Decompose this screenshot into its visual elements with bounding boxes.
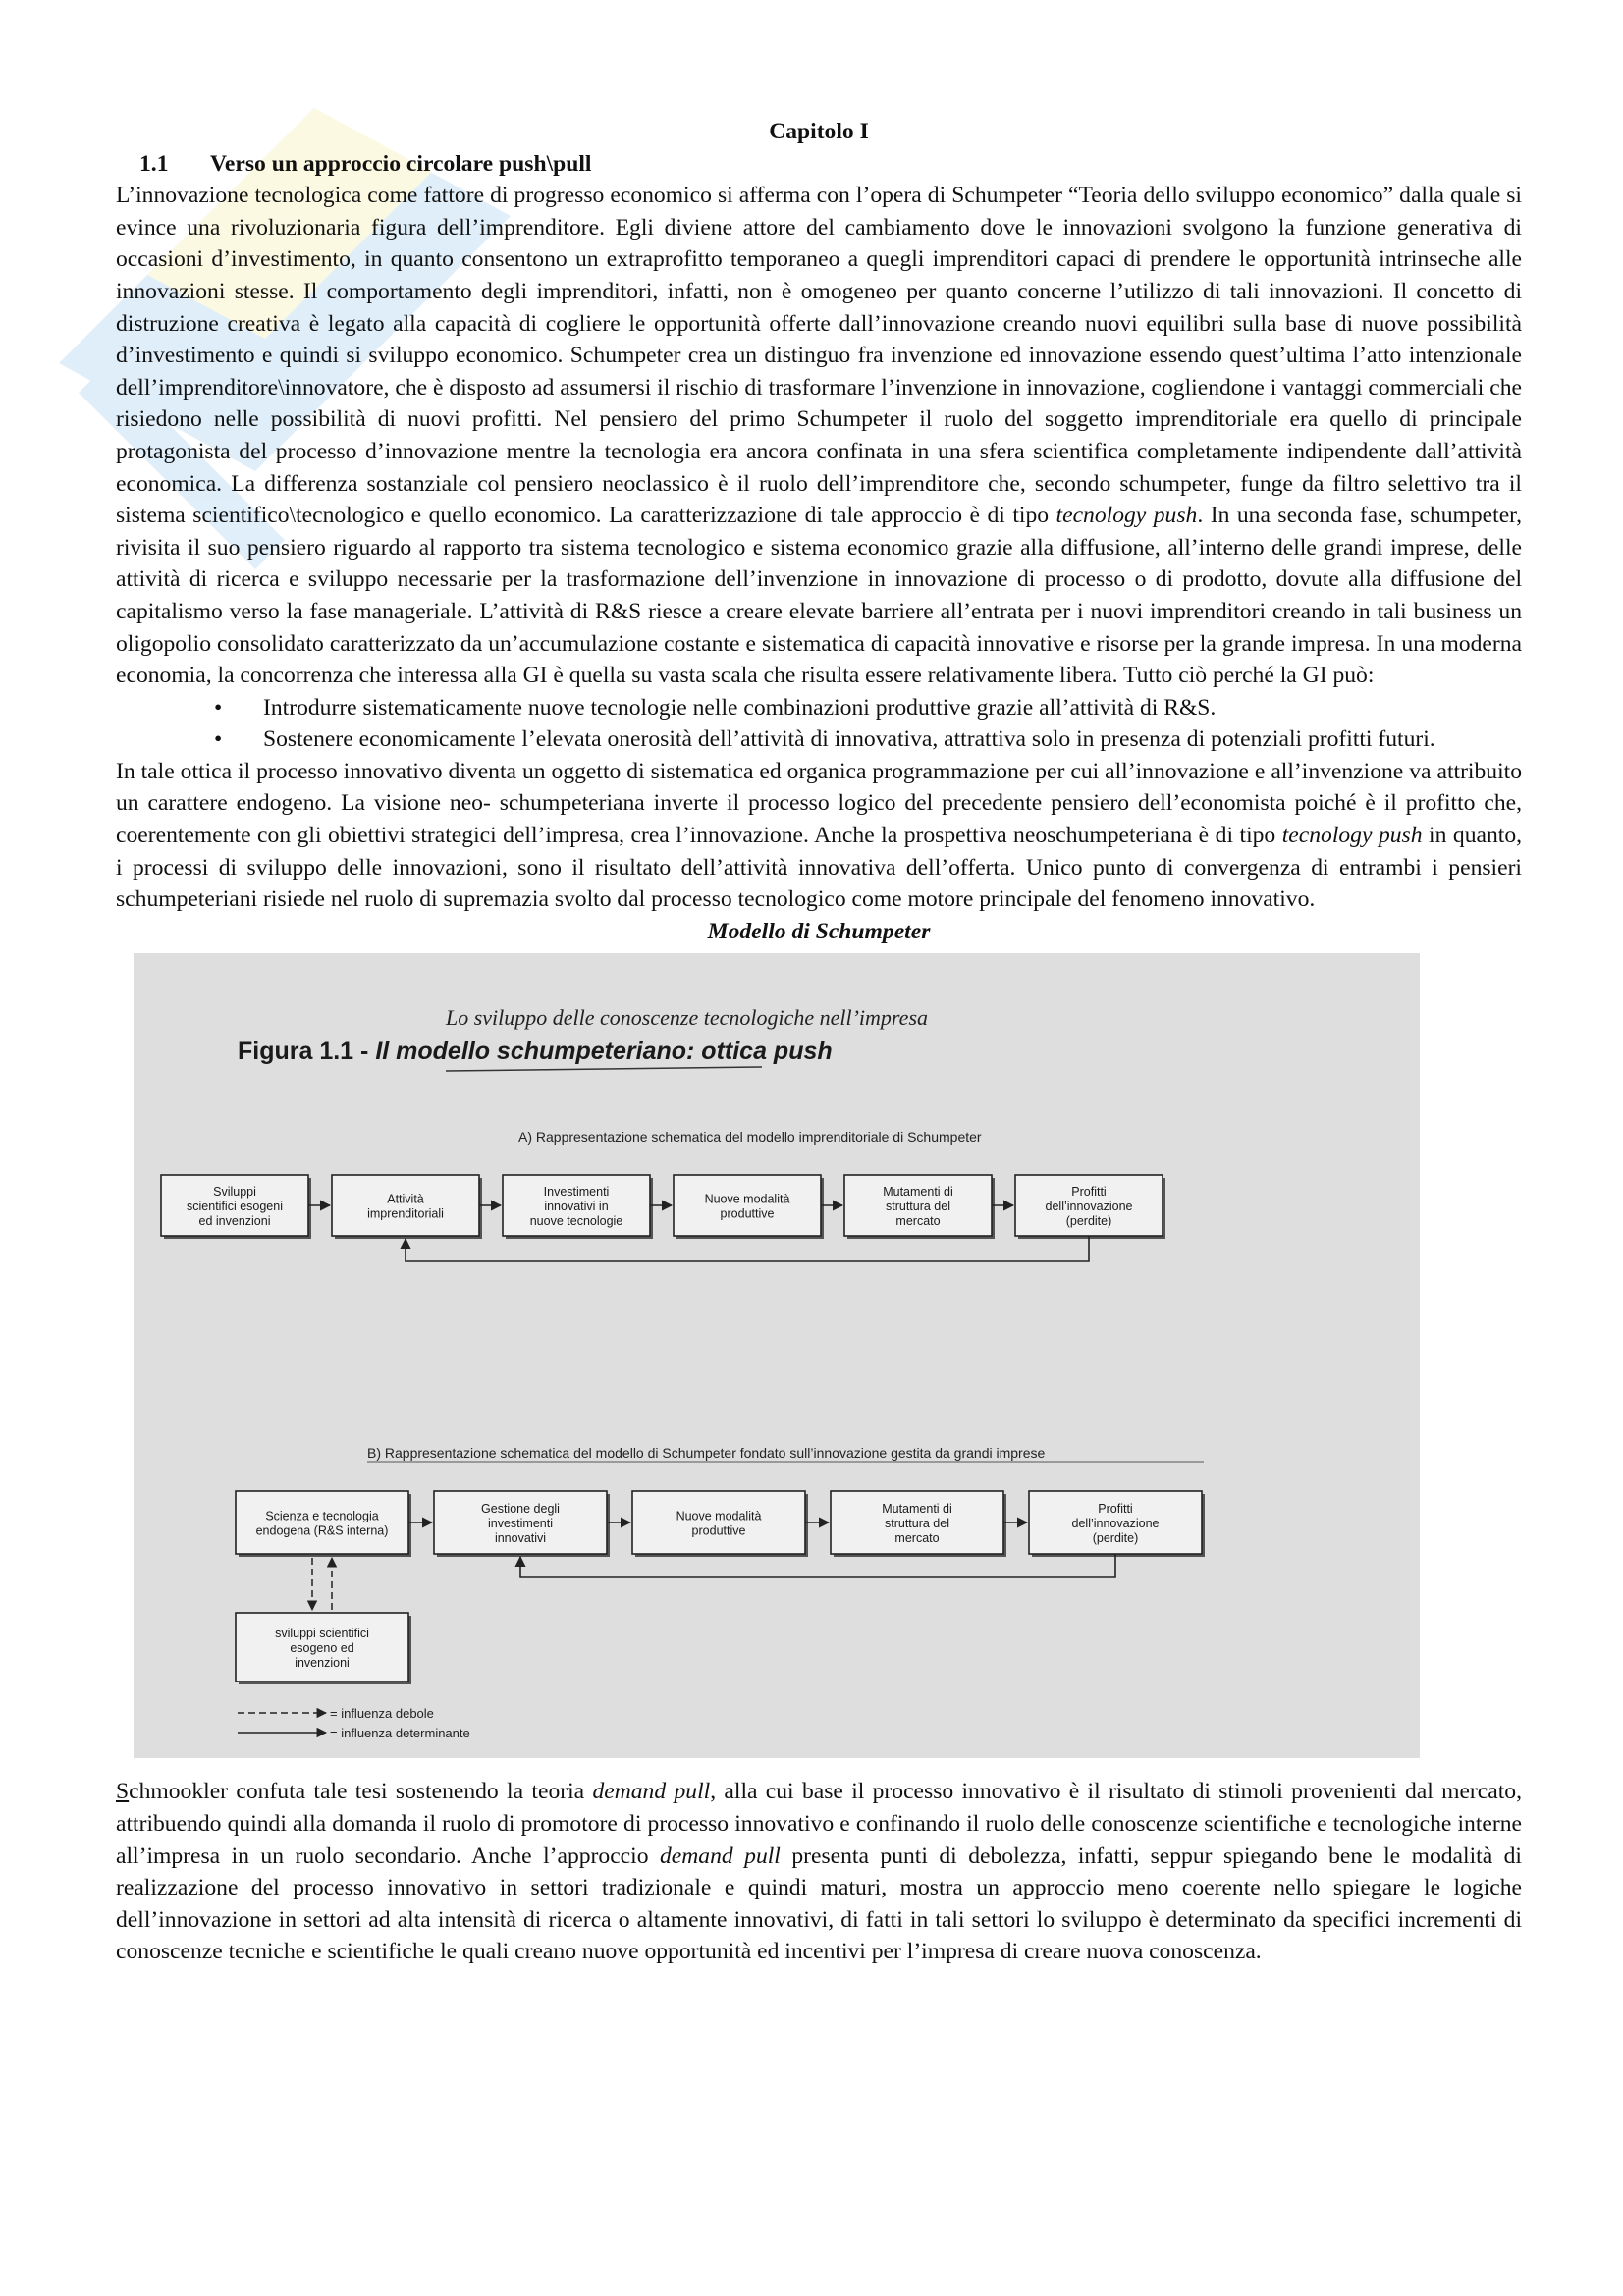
paragraph-schmookler-text-b: , alla cui base il processo innovativo è il risultato di stimoli provenienti dal mercato, attribuendo quindi alla domanda il ruolo di promotore di processo innovativo e confinando il ruolo delle conoscenze scientifiche e tecnologiche interne all’impresa in un ruolo secondario. Anche l’approccio bbox=[116, 1779, 1522, 1869]
section-a-box-text: Attività bbox=[387, 1192, 424, 1206]
section-b-box bbox=[1029, 1491, 1205, 1557]
paragraph-intro-text-b: . In una seconda fase, schumpeter, rivisita il suo pensiero riguardo al rapporto tra sistema tecnologico e sistema economico grazie alla diffusione, all’interno delle grandi imprese, delle attività di ricerca e sviluppo necessarie per la trasformazione dell’invenzione in innovazione di processo o di prodotto, dovute alla diffusione del capitalismo verso la fase manageriale. L’attività di R&S riesce a creare elevate barriere all’entrata per i nuovi imprenditori creando in tali business un oligopolio consolidato caratterizzato da un’accumulazione costante e sistematica di capacità innovative e risorse per la grande impresa. In una moderna economia, la concorrenza che interessa alla GI è quella su vasta scala che risulta essere relativamente libera. Tutto ciò perché la GI può: bbox=[116, 503, 1522, 689]
section-b-box bbox=[632, 1491, 808, 1557]
section-title: Verso un approccio circolare push\pull bbox=[210, 150, 592, 177]
section-a-box-text: Sviluppi bbox=[213, 1185, 256, 1200]
paragraph-schmookler-initial: S bbox=[116, 1779, 130, 1805]
section-b-box-text: mercato bbox=[894, 1531, 940, 1546]
figure-label-underline bbox=[446, 1067, 762, 1071]
section-b-box-text: produttive bbox=[691, 1523, 746, 1538]
section-b-box-text: innovativi bbox=[494, 1531, 547, 1546]
section-a-box bbox=[332, 1175, 482, 1239]
section-b-box-text: Mutamenti di bbox=[882, 1502, 952, 1517]
section-a-box bbox=[844, 1175, 995, 1239]
section-a-box-text: innovativi in bbox=[544, 1200, 609, 1214]
bullet-dot-icon: • bbox=[214, 694, 223, 721]
paragraph-endogenous-emphasis: tecnology push bbox=[1281, 823, 1423, 849]
section-a-box-text: Investimenti bbox=[543, 1185, 610, 1200]
section-b-box bbox=[236, 1491, 411, 1557]
section-b-box-text: Gestione degli bbox=[481, 1502, 560, 1517]
bullet-list bbox=[116, 692, 1522, 756]
section-b-box-text: struttura del bbox=[884, 1517, 950, 1531]
section-a-box-text: produttive bbox=[720, 1206, 775, 1221]
section-a-box bbox=[674, 1175, 824, 1239]
section-b-title: B) Rappresentazione schematica del modello di Schumpeter fondato sull’innovazione gestita da grandi imprese bbox=[367, 1445, 1046, 1462]
section-a-box-text: imprenditoriali bbox=[367, 1206, 444, 1221]
section-b-box bbox=[434, 1491, 610, 1557]
bullet-dot-icon: • bbox=[214, 726, 223, 753]
section-heading bbox=[116, 148, 1522, 181]
section-b-lower-box-text: invenzioni bbox=[295, 1656, 350, 1671]
paragraph-intro bbox=[116, 180, 1522, 692]
figure-handwritten-title: Lo sviluppo delle conoscenze tecnologiche nell’impresa bbox=[446, 1005, 929, 1031]
figure-legend bbox=[238, 1706, 470, 1740]
section-b-flow bbox=[236, 1491, 1205, 1684]
section-b-feedback-arrow bbox=[520, 1554, 1115, 1577]
figure-label-italic: Il modello schumpeteriano: ottica push bbox=[375, 1038, 833, 1066]
section-a-box-text: (perdite) bbox=[1065, 1214, 1112, 1229]
section-b-box bbox=[831, 1491, 1006, 1557]
section-b-lower-box-text: sviluppi scientifici bbox=[275, 1627, 369, 1641]
section-a-box bbox=[161, 1175, 311, 1239]
section-b-lower-box-text: esogeno ed bbox=[290, 1641, 354, 1656]
paragraph-endogenous-text-a: In tale ottica il processo innovativo diventa un oggetto di sistematica ed organica programmazione per cui all’innovazione e all’invenzione va attribuito un carattere endogeno. La visione neo- schumpeteriana inverte il processo logico del precedente pensiero dell’economista poiché è il profitto che, coerentemente con gli obiettivi strategici dell’impresa, crea l’innovazione. Anche la prospettiva neoschumpeteriana è di tipo bbox=[116, 758, 1522, 849]
bullet-item-text: Introdurre sistematicamente nuove tecnologie nelle combinazioni produttive grazie all’attività di R&S. bbox=[263, 694, 1217, 721]
figure-label bbox=[238, 1038, 833, 1065]
section-b-box-text: investimenti bbox=[488, 1517, 553, 1531]
section-a-box-text: scientifici esogeni bbox=[187, 1200, 283, 1214]
figure-diagram bbox=[134, 953, 1420, 1758]
scanned-figure bbox=[134, 953, 1420, 1758]
section-a-box-text: Profitti bbox=[1071, 1185, 1107, 1200]
legend-solid-label: = influenza determinante bbox=[330, 1726, 470, 1741]
section-a-box-text: dell’innovazione bbox=[1045, 1200, 1133, 1214]
figure-caption: Modello di Schumpeter bbox=[707, 918, 931, 944]
section-a-box-text: nuove tecnologie bbox=[529, 1214, 623, 1229]
section-b-box-text: dell’innovazione bbox=[1071, 1517, 1160, 1531]
paragraph-endogenous bbox=[116, 756, 1522, 916]
paragraph-intro-text-a: L’innovazione tecnologica come fattore di progresso economico si afferma con l’opera di Schumpeter “Teoria dello sviluppo economico” dalla quale si evince una rivoluzionaria figura dell’imprenditore. Egli diviene attore del cambiamento dove le innovazioni svolgono la funzione generativa di occasioni d’investimento, in quanto consentono un extraprofitto temporaneo a quegli imprenditori capaci di prendere le opportunità intrinseche alle innovazioni stesse. Il comportamento degli imprenditori, infatti, non è omogeneo per quanto concerne l’utilizzo di tali innovazioni. Il concetto di distruzione creativa è legato alla capacità di cogliere le opportunità offerte dall’innovazione creando nuovi equilibri sulla base di nuove possibilità d’investimento e quindi si sviluppo economico. Schumpeter crea un distinguo fra invenzione ed innovazione essendo quest’ultima l’atto intenzionale dell’imprenditore\innovatore, che è disposto ad assumersi il rischio di trasformare l’invenzione in innovazione, cogliendone i vantaggi commerciali che risiedono nelle possibilità di nuovi profitti. Nel pensiero del primo Schumpeter il ruolo del soggetto imprenditoriale era quello di principale protagonista del processo d’innovazione mentre la tecnologia era ancora confinata in una sfera scientifica completamente indipendente dall’attività economica. La differenza sostanziale col pensiero neoclassico è il ruolo dell’imprenditore che, secondo schumpeter, funge da filtro selettivo tra il sistema scientifico\tecnologico e quello economico. La caratterizzazione di tale approccio è di tipo bbox=[116, 183, 1522, 529]
section-a-box bbox=[1015, 1175, 1165, 1239]
section-b-box-text: Nuove modalità bbox=[676, 1509, 762, 1523]
paragraph-intro-emphasis: tecnology push bbox=[1055, 503, 1198, 529]
section-a-box-text: Nuove modalità bbox=[704, 1192, 790, 1206]
section-a-box-text: ed invenzioni bbox=[198, 1214, 271, 1229]
section-a-feedback-arrow bbox=[406, 1236, 1089, 1261]
paragraph-schmookler-text-a: chmookler confuta tale tesi sostenendo la teoria bbox=[129, 1779, 593, 1805]
section-a-box bbox=[503, 1175, 653, 1239]
paragraph-schmookler-emphasis-1: demand pull bbox=[592, 1779, 711, 1805]
section-a-box-text: mercato bbox=[895, 1214, 941, 1229]
paragraph-schmookler-emphasis-2: demand pull bbox=[659, 1842, 781, 1869]
section-b-box-text: endogena (R&S interna) bbox=[255, 1523, 389, 1538]
legend-dashed-label: = influenza debole bbox=[330, 1706, 434, 1722]
section-b-box-text: Scienza e tecnologia bbox=[265, 1509, 379, 1523]
document-page bbox=[116, 116, 1522, 1968]
section-a-box-text: struttura del bbox=[885, 1200, 951, 1214]
section-number: 1.1 bbox=[139, 150, 169, 177]
bullet-item-text: Sostenere economicamente l’elevata onerosità dell’attività di innovativa, attrattiva solo in presenza di potenziali profitti futuri. bbox=[263, 726, 1435, 753]
bullet-item bbox=[214, 692, 1522, 724]
paragraph-schmookler-text-c: presenta punti di debolezza, infatti, seppur spiegando bene le modalità di realizzazione del processo innovativo in settori tradizionale e quindi maturi, mostra un approccio meno coerente nello spiegare le logiche dell’innovazione in settori ad alta intensità di ricerca o altamente innovativi, di fatti in tali settori lo sviluppo è determinato da specifici incrementi di conoscenze tecniche e scientifiche le quali creano nuove opportunità ed incentivi per l’impresa di creare nuova conoscenza. bbox=[116, 1842, 1522, 1965]
section-b-lower-box bbox=[236, 1613, 411, 1684]
paragraph-schmookler bbox=[116, 1776, 1522, 1968]
chapter-heading: Capitolo I bbox=[769, 119, 869, 144]
section-a-box-text: Mutamenti di bbox=[883, 1185, 953, 1200]
section-a-title: A) Rappresentazione schematica del modello imprenditoriale di Schumpeter bbox=[518, 1129, 982, 1146]
section-a-flow bbox=[161, 1175, 1165, 1261]
figure-label-bold: Figura 1.1 - bbox=[238, 1038, 376, 1066]
paragraph-endogenous-text-b: in quanto, i processi di sviluppo delle innovazioni, sono il risultato dell’attività innovativa dell’offerta. Unico punto di convergenza di entrambi i pensieri schumpeteriani risiede nel ruolo di supremazia svolto dal processo tecnologico come motore principale del fenomeno innovativo. bbox=[116, 823, 1523, 913]
bullet-item bbox=[214, 723, 1522, 756]
section-b-box-text: Profitti bbox=[1098, 1502, 1133, 1517]
section-b-box-text: (perdite) bbox=[1092, 1531, 1139, 1546]
